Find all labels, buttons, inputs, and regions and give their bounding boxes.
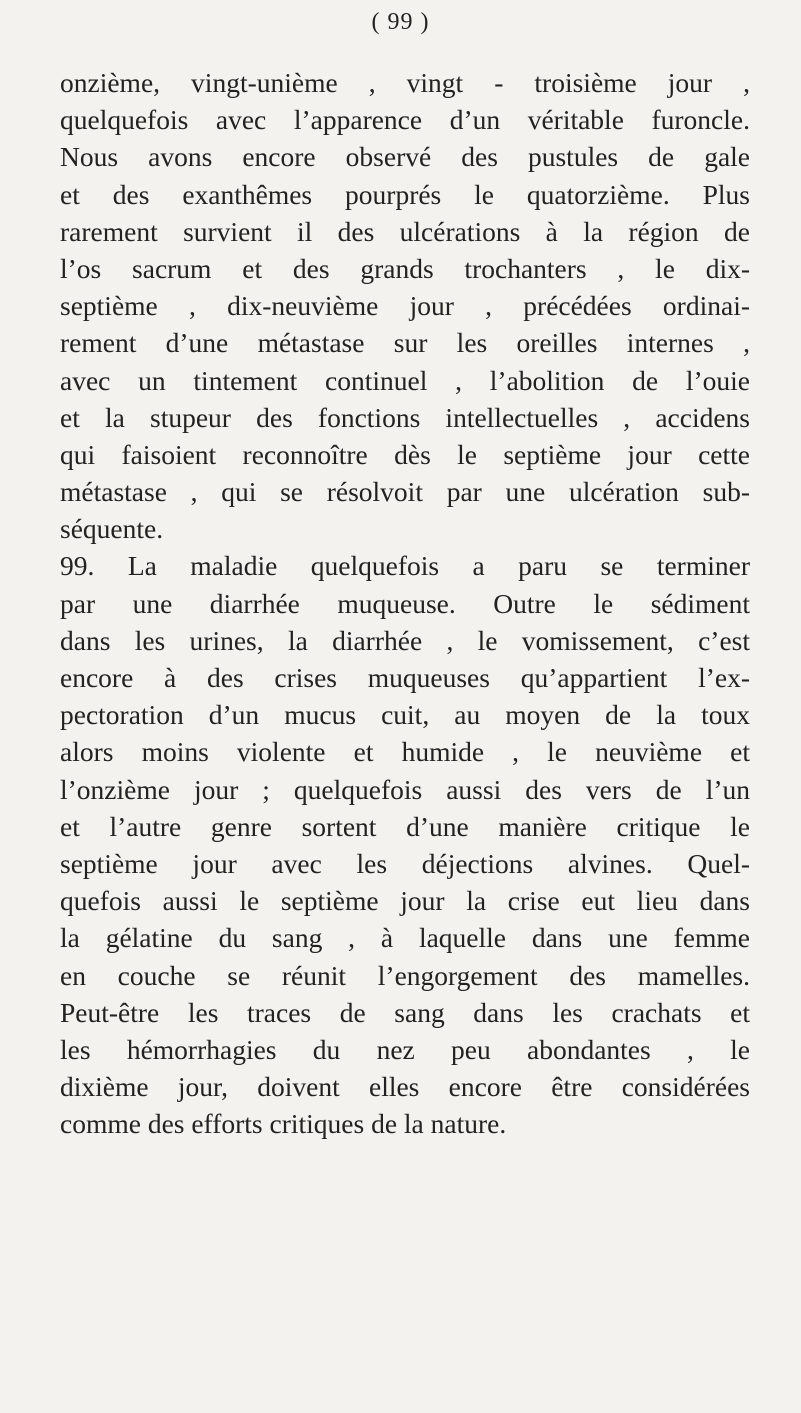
text-line: et la stupeur des fonctions intellectuelles , accidens — [60, 401, 750, 433]
text-line: septième , dix-neuvième jour , précédées ordinai- — [60, 290, 750, 322]
text-line: les hémorrhagies du nez peu abondantes , le — [60, 1033, 750, 1065]
text-line: septième jour avec les déjections alvines. Quel- — [60, 847, 750, 879]
text-line: métastase , qui se résolvoit par une ulcération sub- — [60, 476, 750, 508]
text-line: par une diarrhée muqueuse. Outre le sédiment — [60, 587, 750, 619]
text-line: rement d’une métastase sur les oreilles internes , — [60, 327, 750, 359]
text-line: comme des efforts critiques de la nature. — [60, 1108, 507, 1140]
text-line: la gélatine du sang , à laquelle dans une femme — [60, 922, 750, 954]
text-line: encore à des crises muqueuses qu’appartient l’ex- — [60, 662, 750, 693]
text-line: dans les urines, la diarrhée , le vomissement, c’est — [60, 624, 750, 656]
text-line: quelquefois avec l’apparence d’un véritable furoncle. — [60, 104, 750, 136]
text-line: 99. La maladie quelquefois a paru se terminer — [60, 550, 750, 582]
text-line: alors moins violente et humide , le neuvième et — [60, 736, 750, 768]
text-line: séquente. — [60, 513, 164, 545]
body-text — [60, 64, 750, 1142]
text-line: Peut-être les traces de sang dans les crachats et — [60, 996, 750, 1028]
text-line: qui faisoient reconnoître dès le septième jour cette — [60, 438, 750, 470]
text-line: pectoration d’un mucus cuit, au moyen de la toux — [60, 699, 750, 731]
page-number: ( 99 ) — [371, 9, 430, 35]
text-line: et des exanthêmes pourprés le quatorzième. Plus — [60, 178, 750, 210]
text-line: l’onzième jour ; quelquefois aussi des vers de l’un — [60, 773, 750, 805]
text-line: dixième jour, doivent elles encore être considérées — [60, 1071, 750, 1103]
text-line: et l’autre genre sortent d’une manière critique le — [60, 810, 750, 842]
text-line: avec un tintement continuel , l’abolition de l’ouie — [60, 364, 750, 396]
text-line: rarement survient il des ulcérations à la région de — [60, 215, 750, 247]
text-line: onzième, vingt-unième , vingt - troisième jour , — [60, 67, 750, 98]
text-line: quefois aussi le septième jour la crise eut lieu dans — [60, 885, 750, 917]
text-line: en couche se réunit l’engorgement des mamelles. — [60, 959, 750, 991]
text-line: Nous avons encore observé des pustules de gale — [60, 141, 750, 173]
text-line: l’os sacrum et des grands trochanters , le dix- — [60, 252, 750, 284]
